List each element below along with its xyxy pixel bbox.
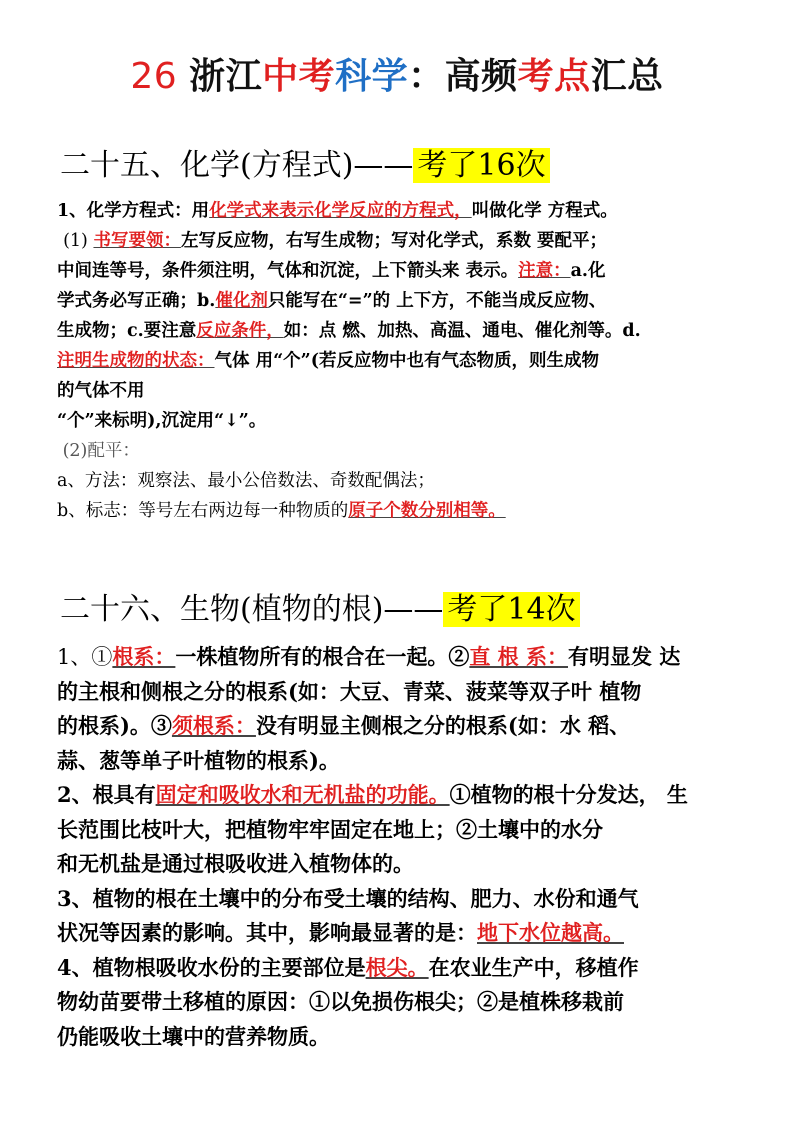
text-line: 注明生成物的状态：气体 用“个”(若反应物中也有气态物质，则生成物: [57, 351, 600, 371]
text-line: 蒜、葱等单子叶植物的根系)。: [57, 747, 340, 773]
text-line: 的根系)。③须根系：没有明显主侧根之分的根系(如：水 稻、: [57, 713, 631, 738]
text-line: 物幼苗要带土移植的原因：①以免损伤根尖；②是植株移栽前: [57, 989, 624, 1014]
text-line: 仍能吸收土壤中的营养物质。: [57, 1023, 330, 1049]
text-line: 和无机盐是通过根吸收进入植物体的。: [57, 851, 414, 876]
biology-body: [57, 640, 747, 1054]
text-line: (1) 书写要领：左写反应物，右写生成物；写对化学式，系数 要配平；: [63, 231, 608, 251]
section-heading-biology: 二十六、生物(植物的根)—— 考了14次: [60, 584, 580, 628]
text-line: 1、①根系：一株植物所有的根合在一起。②直 根 系：有明显发 达: [57, 644, 681, 669]
text-line: 2、根具有固定和吸收水和无机盐的功能。①植物的根十分发达， 生: [57, 782, 688, 807]
text-line: 1、化学方程式：用化学式来表示化学反应的方程式，叫做化学 方程式。: [57, 201, 618, 221]
text-line: 长范围比枝叶大，把植物牢牢固定在地上；②土壤中的水分: [57, 816, 603, 842]
text-line: 的气体不用: [57, 381, 145, 401]
text-line: a、方法：观察法、最小公倍数法、奇数配偶法；: [57, 471, 435, 491]
section-heading-chemistry: 二十五、化学(方程式)—— 考了16次: [60, 140, 550, 184]
text-line: 中间连等号，条件须注明，气体和沉淀，上下箭头来 表示。注意：a.化: [57, 261, 606, 281]
text-line: 3、植物的根在土壤中的分布受土壤的结构、肥力、水份和通气: [57, 885, 639, 911]
text-line: (2)配平：: [62, 441, 140, 461]
text-line: “个”来标明),沉淀用“↓”。: [57, 411, 267, 431]
text-line: 的主根和侧根之分的根系(如：大豆、青菜、菠菜等双子叶 植物: [57, 678, 642, 704]
count-badge: 考了16次: [413, 148, 549, 183]
text-line: 状况等因素的影响。其中，影响最显著的是：地下水位越高。: [57, 920, 624, 945]
chemistry-body: [57, 196, 747, 526]
text-line: 学式务必写正确；b.催化剂只能写在“=”的 上下方，不能当成反应物、: [57, 291, 607, 311]
count-badge: 考了14次: [443, 592, 579, 627]
text-line: 生成物；c.要注意反应条件，如：点 燃、加热、高温、通电、催化剂等。d.: [57, 321, 641, 341]
page-title: 26 浙江中考科学：高频考点汇总: [130, 55, 664, 97]
text-line: b、标志：等号左右两边每一种物质的原子个数分别相等。: [57, 501, 506, 521]
text-line: 4、植物根吸收水份的主要部位是根尖。在农业生产中，移植作: [57, 954, 639, 980]
